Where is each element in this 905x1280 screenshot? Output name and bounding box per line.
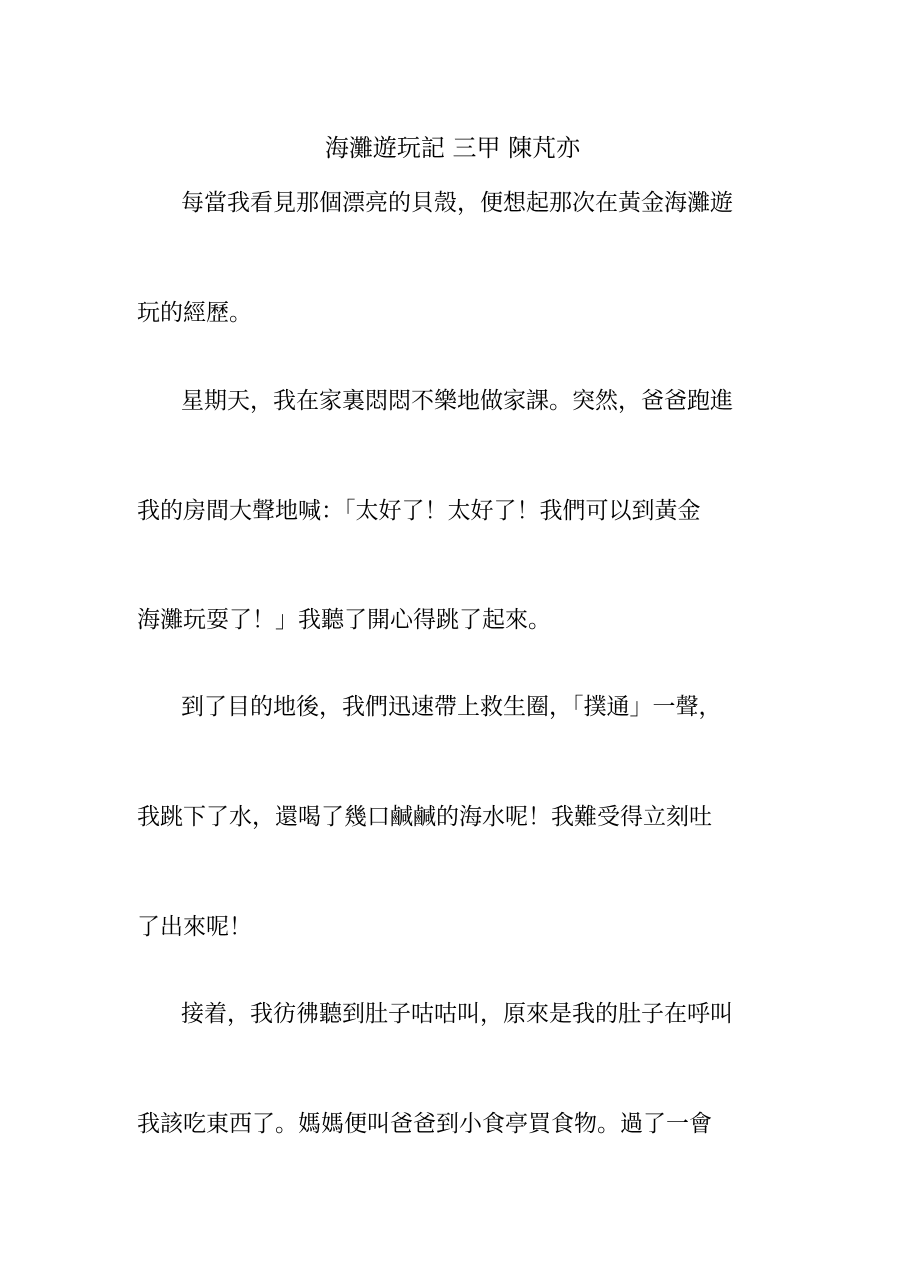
text-line: 我該吃東西了。媽媽便叫爸爸到小食亭買食物。過了一會	[137, 1111, 712, 1137]
text-line: 每當我看見那個漂亮的貝殼，便想起那次在黃金海灘遊	[181, 190, 733, 216]
document-title: 海灘遊玩記 三甲 陳芃亦	[324, 134, 581, 162]
text-line: 玩的經歷。	[137, 300, 252, 326]
text-line: 我的房間大聲地喊：「太好了！太好了！我們可以到黃金	[137, 498, 701, 524]
text-line: 我跳下了水，還喝了幾口鹹鹹的海水呢！我難受得立刻吐	[137, 804, 712, 830]
text-line: 到了目的地後，我們迅速帶上救生圈，「撲通」一聲，	[181, 694, 722, 720]
text-line: 了出來呢！	[137, 914, 252, 940]
text-line: 海灘玩耍了！」我聽了開心得跳了起來。	[137, 607, 551, 633]
text-line: 星期天，我在家裏悶悶不樂地做家課。突然，爸爸跑進	[181, 388, 733, 414]
text-line: 接着，我彷彿聽到肚子咕咕叫，原來是我的肚子在呼叫	[181, 1001, 733, 1027]
